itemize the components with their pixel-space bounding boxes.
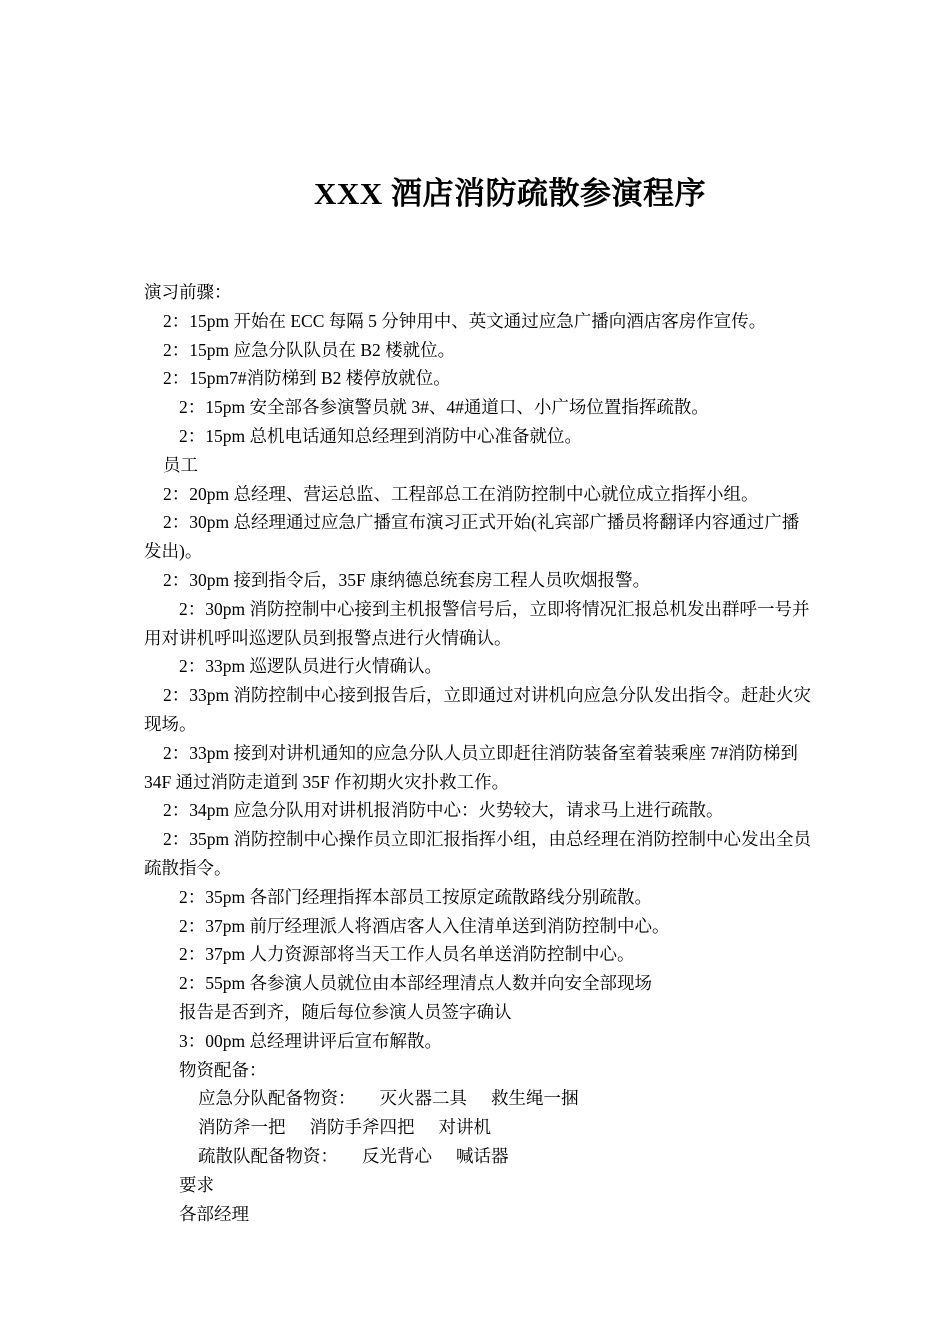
text-line: 2：30pm 接到指令后，35F 康纳德总统套房工程人员吹烟报警。 — [163, 569, 651, 590]
material-item: 消防手斧四把 — [309, 1117, 415, 1138]
text-line: 2：15pm7#消防梯到 B2 楼停放就位。 — [163, 368, 451, 389]
text-line: 疏散指令。 — [144, 857, 232, 878]
text-line: 2：34pm 应急分队用对讲机报消防中心：火势较大，请求马上进行疏散。 — [163, 800, 724, 821]
text-line: 34F 通过消防走道到 35F 作初期火灾扑救工作。 — [144, 771, 510, 792]
emergency-materials-label: 应急分队配备物资： — [198, 1088, 356, 1109]
evacuation-materials-line — [144, 1142, 874, 1171]
text-line: 2：15pm 安全部各参演警员就 3#、4#通道口、小广场位置指挥疏散。 — [179, 397, 709, 418]
materials-heading: 物资配备： — [179, 1059, 267, 1080]
text-line: 各部经理 — [179, 1203, 249, 1224]
document-title: XXX 酒店消防疏散参演程序 — [314, 176, 706, 211]
text-line: 2：37pm 前厅经理派人将酒店客人入住清单送到消防控制中心。 — [179, 915, 670, 936]
text-line: 2：37pm 人力资源部将当天工作人员名单送消防控制中心。 — [179, 944, 635, 965]
text-line: 2：33pm 接到对讲机通知的应急分队人员立即赶往消防装备室着装乘座 7#消防梯到 — [163, 742, 798, 763]
text-line: 2：15pm 开始在 ECC 每隔 5 分钟用中、英文通过应急广播向酒店客房作宣传。 — [163, 310, 767, 331]
text-line: 2：15pm 总机电话通知总经理到消防中心准备就位。 — [179, 425, 582, 446]
emergency-materials-line — [144, 1084, 874, 1113]
evacuation-materials-label: 疏散队配备物资： — [198, 1145, 338, 1166]
material-item: 救生绳一捆 — [491, 1088, 579, 1109]
text-line: 现场。 — [144, 713, 197, 734]
text-line: 用对讲机呼叫巡逻队员到报警点进行火情确认。 — [144, 627, 512, 648]
material-item: 灭火器二具 — [379, 1088, 467, 1109]
text-line: 员工 — [163, 454, 198, 475]
emergency-materials-line — [144, 1113, 874, 1142]
text-line: 2：20pm 总经理、营运总监、工程部总工在消防控制中心就位成立指挥小组。 — [163, 483, 759, 504]
text-line: 演习前骤： — [144, 282, 232, 302]
text-line: 2：30pm 消防控制中心接到主机报警信号后，立即将情况汇报总机发出群呼一号并 — [179, 598, 810, 619]
document-body — [144, 278, 874, 1228]
text-line: 2：55pm 各参演人员就位由本部经理清点人数并向安全部现场 — [179, 973, 652, 994]
text-line: 报告是否到齐，随后每位参演人员签字确认 — [179, 1001, 512, 1022]
text-line: 2：15pm 应急分队队员在 B2 楼就位。 — [163, 339, 456, 360]
text-line: 2：35pm 各部门经理指挥本部员工按原定疏散路线分别疏散。 — [179, 886, 652, 907]
material-item: 喊话器 — [456, 1145, 509, 1166]
text-line: 2：35pm 消防控制中心操作员立即汇报指挥小组，由总经理在消防控制中心发出全员 — [163, 829, 811, 850]
material-item: 反光背心 — [362, 1145, 432, 1166]
text-line: 2：33pm 巡逻队员进行火情确认。 — [179, 656, 442, 677]
text-line: 3：00pm 总经理讲评后宣布解散。 — [179, 1030, 442, 1051]
text-line: 2：30pm 总经理通过应急广播宣布演习正式开始(礼宾部广播员将翻译内容通过广播 — [163, 512, 800, 533]
material-item: 消防斧一把 — [198, 1117, 286, 1138]
requirements-heading: 要求 — [179, 1174, 214, 1195]
text-line: 2：33pm 消防控制中心接到报告后，立即通过对讲机向应急分队发出指令。赶赴火灾 — [163, 685, 811, 706]
material-item: 对讲机 — [438, 1117, 491, 1138]
text-line: 发出)。 — [144, 541, 203, 562]
